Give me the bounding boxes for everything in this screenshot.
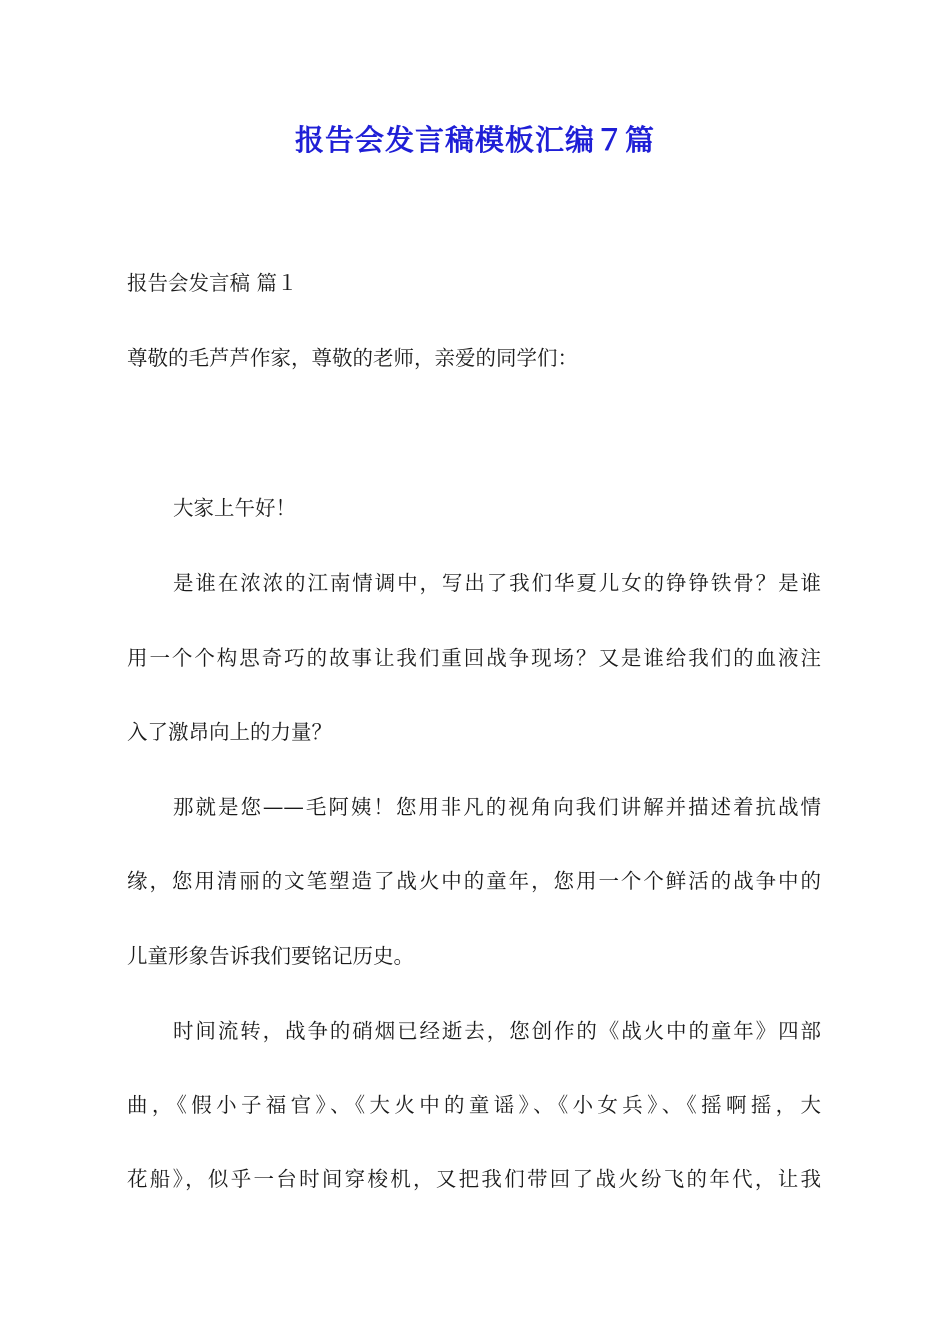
section-heading: 报告会发言稿 篇１ bbox=[127, 271, 298, 295]
paragraph-line: 时间流转，战争的硝烟已经逝去，您创作的《战火中的童年》四部 bbox=[173, 1019, 821, 1043]
greeting: 大家上午好！ bbox=[173, 496, 296, 520]
paragraph-line: 是谁在浓浓的江南情调中，写出了我们华夏儿女的铮铮铁骨？是谁 bbox=[173, 571, 821, 595]
paragraph-line: 用一个个构思奇巧的故事让我们重回战争现场？又是谁给我们的血液注 bbox=[127, 646, 821, 670]
paragraph-line: 曲，《假小子福官》、《大火中的童谣》、《小女兵》、《摇啊摇，大 bbox=[127, 1093, 821, 1117]
paragraph-line: 儿童形象告诉我们要铭记历史。 bbox=[127, 944, 414, 968]
paragraph-line: 入了激昂向上的力量？ bbox=[127, 720, 332, 744]
paragraph-line: 那就是您——毛阿姨！您用非凡的视角向我们讲解并描述着抗战情 bbox=[173, 795, 821, 819]
paragraph-line: 花船》，似乎一台时间穿梭机，又把我们带回了战火纷飞的年代，让我 bbox=[127, 1167, 821, 1191]
document-title: 报告会发言稿模板汇编７篇 bbox=[294, 123, 655, 157]
paragraph-line: 缘，您用清丽的文笔塑造了战火中的童年，您用一个个鲜活的战争中的 bbox=[127, 869, 821, 893]
salutation: 尊敬的毛芦芦作家，尊敬的老师，亲爱的同学们： bbox=[127, 346, 578, 370]
